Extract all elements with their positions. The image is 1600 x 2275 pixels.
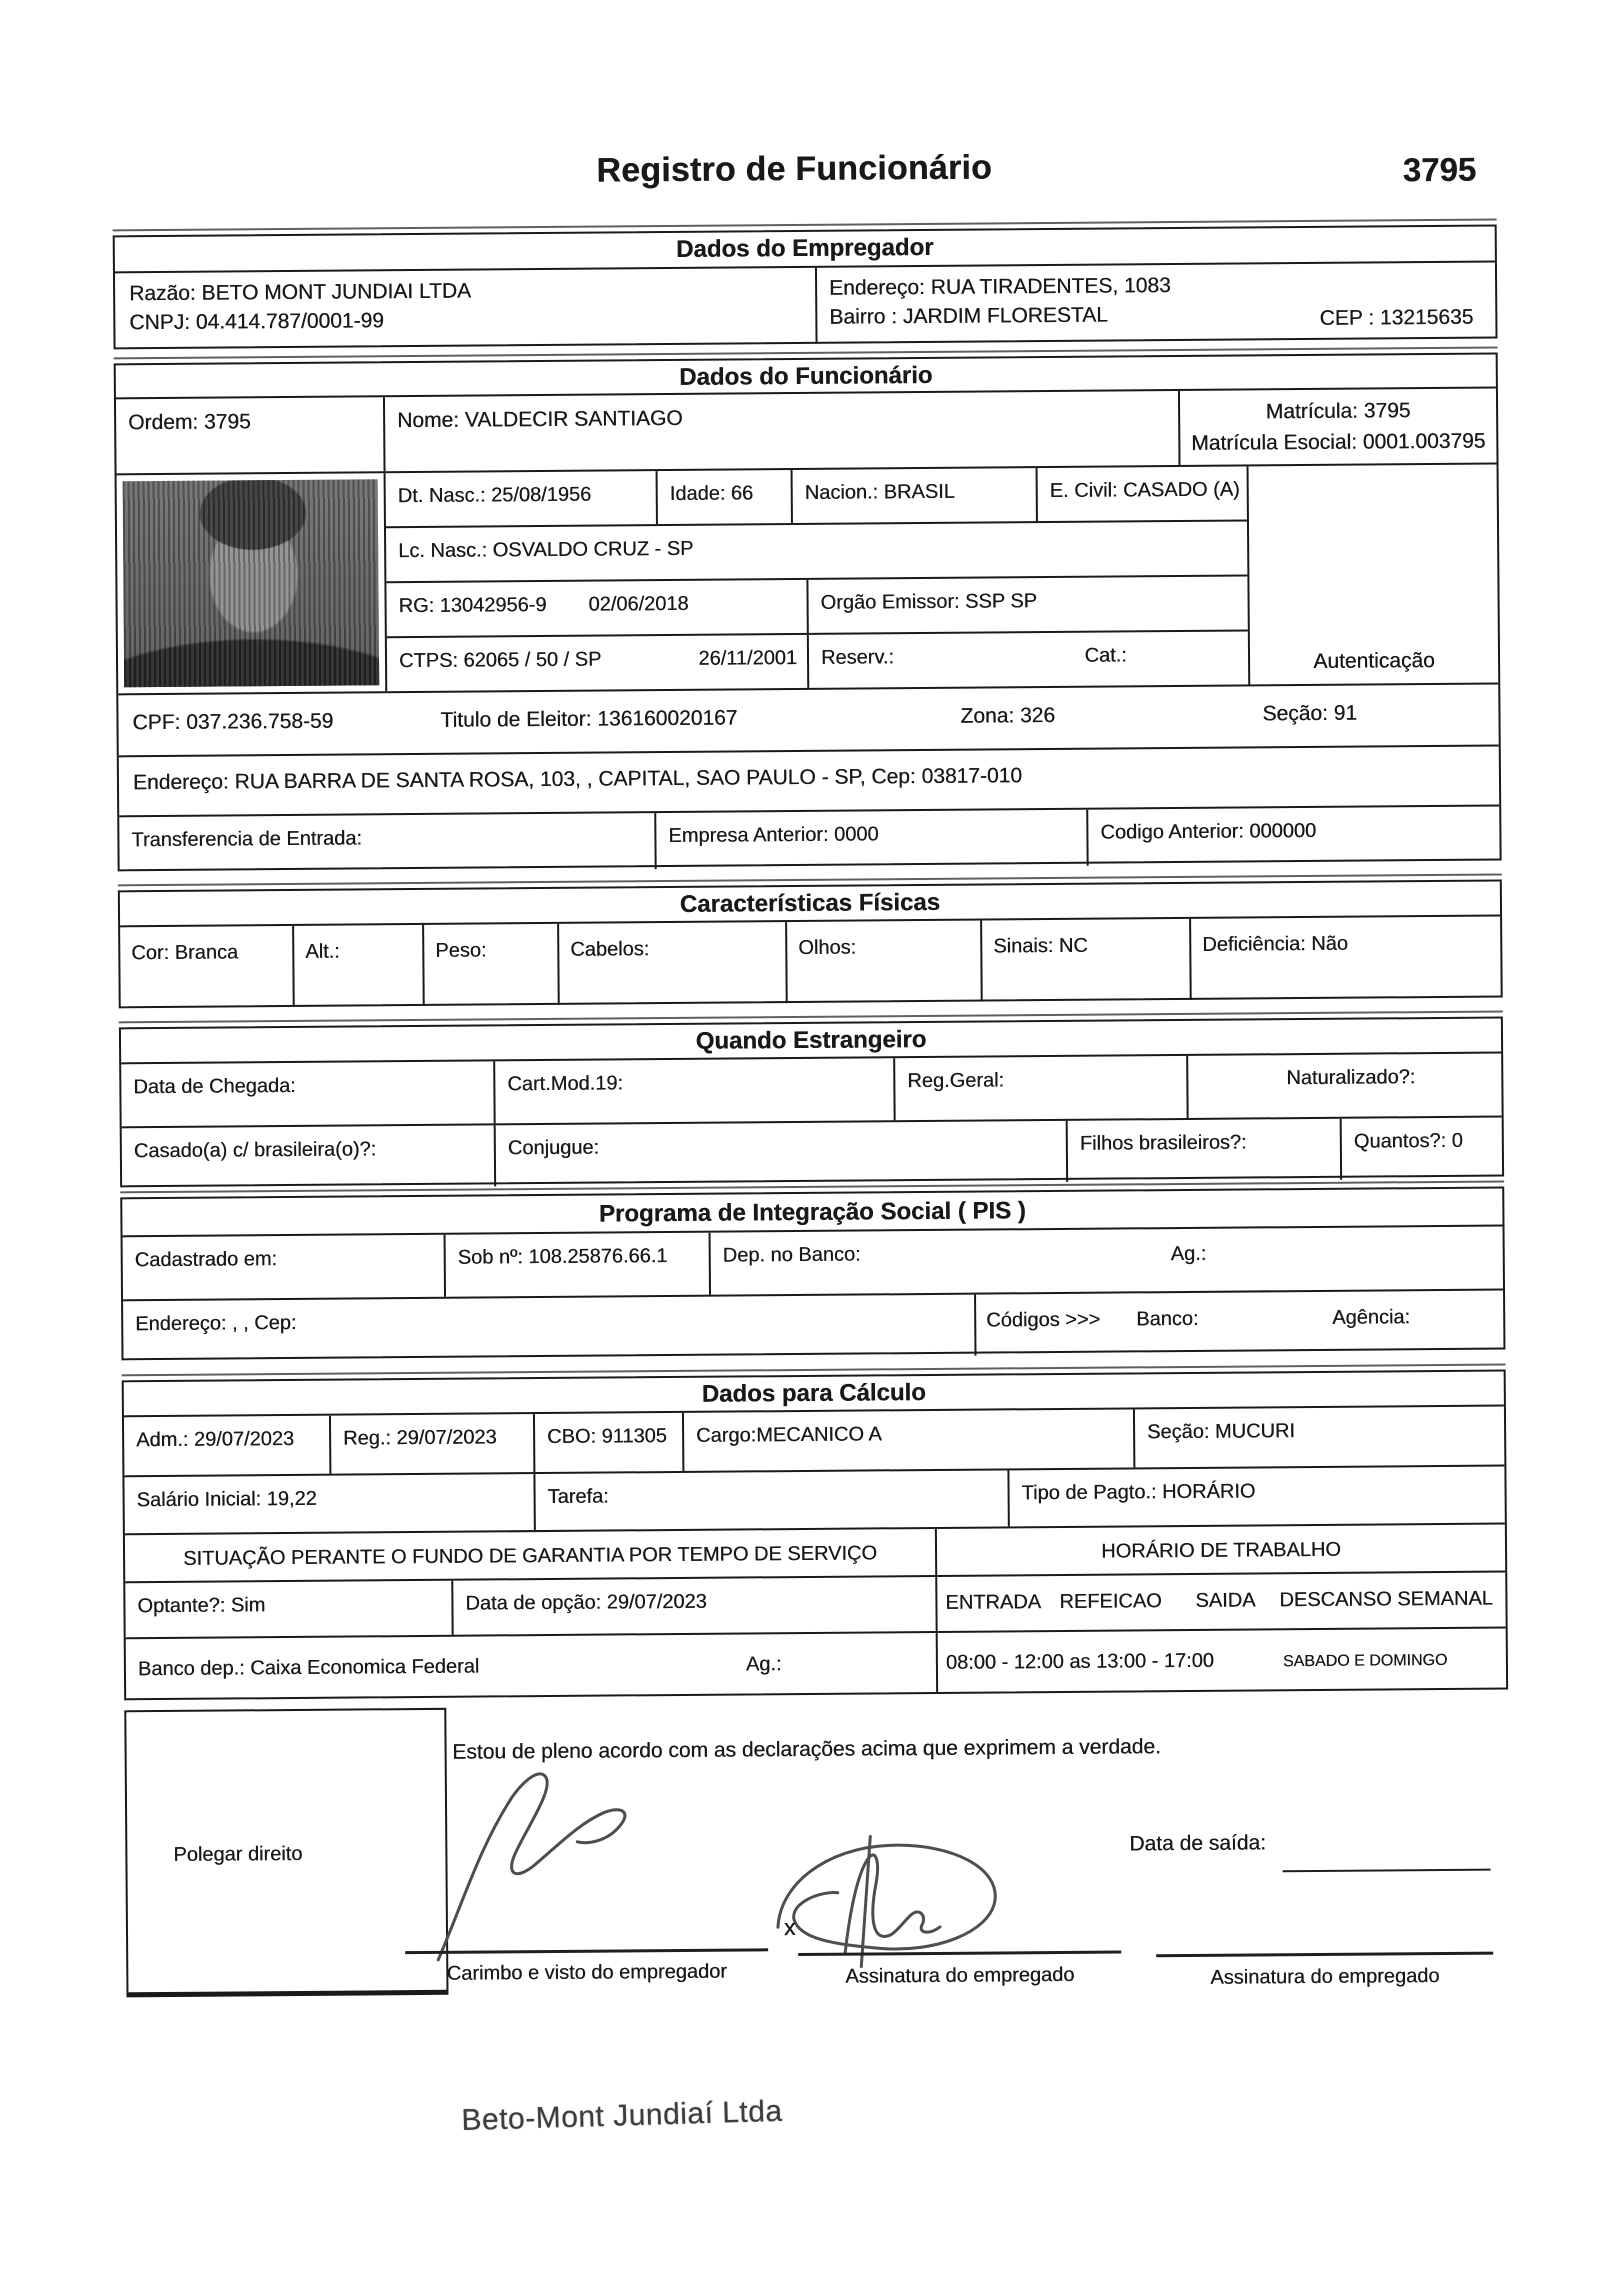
- empregador-body: [115, 263, 1496, 350]
- field-rg: RG: 13042956-9: [398, 593, 547, 618]
- field-dt-nasc: Dt. Nasc.: 25/08/1956: [397, 483, 592, 508]
- empregador-right-cell: [815, 263, 1496, 344]
- field-secao-calculo: Seção: MUCURI: [1133, 1406, 1504, 1467]
- row-endereco-funcionario: [119, 745, 1499, 816]
- fgts-block: [125, 1529, 938, 1700]
- carimbo-label: Carimbo e visto do empregador: [446, 1960, 727, 1985]
- field-codigo-anterior: Codigo Anterior: 000000: [1086, 807, 1499, 866]
- declaracao-text: Estou de pleno acordo com as declarações acima que exprimem a verdade.: [452, 1735, 1161, 1764]
- horario-block: [937, 1524, 1506, 1693]
- field-e-civil: E. Civil: CASADO (A): [1036, 466, 1247, 521]
- fgts-horario-block: [125, 1522, 1506, 1700]
- col-saida: SAIDA: [1195, 1589, 1256, 1612]
- empregador-left-cell: [115, 268, 816, 349]
- company-stamp: Beto-Mont Jundiaí Ltda: [461, 2094, 784, 2138]
- row-horario-cols: [937, 1570, 1505, 1631]
- field-matricula: Matrícula: 3795: [1265, 399, 1411, 424]
- section-title-empregador: Dados do Empregador: [115, 227, 1495, 274]
- field-idade: Idade: 66: [656, 470, 791, 524]
- field-tipo-pagto: Tipo de Pagto.: HORÁRIO: [1007, 1466, 1504, 1526]
- field-razao: Razão: BETO MONT JUNDIAI LTDA: [129, 279, 472, 306]
- row-nascimento: [386, 466, 1247, 528]
- field-cbo: CBO: 911305: [533, 1413, 682, 1472]
- field-pis-endereco: Endereço: , , Cep:: [135, 1311, 297, 1336]
- section-title-calculo: Dados para Cálculo: [124, 1371, 1504, 1417]
- field-salario: Salário Inicial: 19,22: [136, 1487, 317, 1512]
- field-nome: Nome: VALDECIR SANTIAGO: [383, 391, 1179, 471]
- field-agencia: Agência:: [1332, 1306, 1411, 1329]
- horario-title: HORÁRIO DE TRABALHO: [1101, 1538, 1341, 1563]
- field-endereco-funcionario: Endereço: RUA BARRA DE SANTA ROSA, 103, , CAPITAL, SAO PAULO - SP, Cep: 03817-010: [132, 764, 1023, 795]
- row-horario-valores: [938, 1626, 1506, 1694]
- section-title-fisicas: Características Físicas: [120, 882, 1500, 928]
- pis-row-1: [123, 1226, 1503, 1299]
- photo-cell: [117, 473, 386, 693]
- ctps-cell: [387, 635, 807, 691]
- autenticacao-box: [1247, 465, 1499, 685]
- field-ordem: Ordem: 3795: [128, 410, 251, 435]
- document-number: 3795: [1402, 150, 1477, 189]
- field-horario-valor: 08:00 - 12:00 as 13:00 - 17:00: [945, 1649, 1214, 1674]
- col-refeicao: REFEICAO: [1059, 1589, 1162, 1613]
- field-cep: CEP : 13215635: [1319, 305, 1474, 330]
- field-adm: Adm.: 29/07/2023: [136, 1427, 295, 1452]
- field-matricula-esocial: Matrícula Esocial: 0001.003795: [1191, 429, 1486, 455]
- row-cpf-eleitor: [118, 683, 1498, 756]
- calculo-row-2: [124, 1464, 1504, 1533]
- field-banco-dep: Banco dep.: Caixa Economica Federal: [137, 1655, 480, 1680]
- col-descanso: DESCANSO SEMANAL: [1279, 1587, 1493, 1611]
- field-olhos: Olhos:: [785, 921, 981, 1004]
- funcionario-detail-rows: [384, 466, 1249, 691]
- row-ordem-nome-matricula: [116, 389, 1497, 474]
- field-sob-no: Sob nº: 108.25876.66.1: [444, 1233, 709, 1297]
- field-naturalizado: Naturalizado?:: [1186, 1053, 1501, 1117]
- field-ctps: CTPS: 62065 / 50 / SP: [398, 648, 602, 673]
- autenticacao-label: Autenticação: [1313, 649, 1435, 673]
- employee-signature: [749, 1829, 1020, 1971]
- field-tarefa: Tarefa:: [533, 1470, 1007, 1530]
- field-empresa-anterior: Empresa Anterior: 0000: [654, 810, 1086, 869]
- col-entrada: ENTRADA: [945, 1590, 1042, 1614]
- section-caracteristicas-fisicas: [118, 879, 1503, 1008]
- field-casado-brasileira: Casado(a) c/ brasileira(o)?:: [133, 1138, 377, 1163]
- row-ctps: [387, 631, 1248, 691]
- field-filhos-brasileiros: Filhos brasileiros?:: [1066, 1119, 1340, 1182]
- field-data-chegada: Data de Chegada:: [133, 1074, 296, 1099]
- section-pis: [120, 1186, 1505, 1360]
- field-reg-geral: Reg.Geral:: [893, 1056, 1186, 1120]
- dep-banco-cell: [709, 1226, 1503, 1294]
- field-quantos: Quantos?: 0: [1340, 1117, 1502, 1179]
- field-deficiencia: Deficiência: Não: [1189, 917, 1501, 1000]
- field-sinais: Sinais: NC: [980, 919, 1190, 1002]
- field-banco-ag: Ag.:: [745, 1652, 782, 1676]
- field-nacion: Nacion.: BRASIL: [791, 468, 1036, 523]
- field-cadastrado-em: Cadastrado em:: [134, 1248, 278, 1272]
- section-dados-calculo: [122, 1369, 1508, 1700]
- section-quando-estrangeiro: [119, 1016, 1504, 1187]
- field-lc-nasc: Lc. Nasc.: OSVALDO CRUZ - SP: [398, 537, 694, 563]
- row-lc-nasc: [386, 521, 1247, 583]
- field-pis-ag: Ag.:: [1170, 1242, 1207, 1266]
- assinatura-label-2: Assinatura do empregado: [1210, 1965, 1440, 1989]
- field-codigos: Códigos >>>: [986, 1308, 1101, 1332]
- field-endereco-empregador: Endereço: RUA TIRADENTES, 1083: [829, 274, 1171, 300]
- section-title-funcionario: Dados do Funcionário: [116, 355, 1496, 400]
- row-banco-dep: [126, 1631, 936, 1701]
- field-dep-banco: Dep. no Banco:: [722, 1243, 861, 1267]
- field-rg-data: 02/06/2018: [588, 592, 689, 616]
- field-zona: Zona: 326: [960, 703, 1056, 728]
- reserv-cat-cell: [807, 631, 1248, 687]
- field-transferencia: Transferencia de Entrada:: [131, 827, 363, 852]
- pis-row-2: [123, 1288, 1503, 1362]
- field-cor: Cor: Branca: [131, 941, 239, 965]
- field-banco: Banco:: [1136, 1307, 1199, 1331]
- polegar-label: Polegar direito: [173, 1842, 303, 1866]
- section-dados-empregador: [113, 225, 1498, 350]
- assinatura-label-1: Assinatura do empregado: [845, 1963, 1075, 1988]
- field-cnpj: CNPJ: 04.414.787/0001-99: [129, 309, 384, 335]
- fisicas-row: [120, 917, 1501, 1009]
- field-descanso: SABADO E DOMINGO: [1282, 1651, 1448, 1671]
- field-cat: Cat.:: [1084, 644, 1127, 667]
- bairro-cep-row: [829, 298, 1495, 332]
- fgts-title: SITUAÇÃO PERANTE O FUNDO DE GARANTIA POR TEMPO DE SERVIÇO: [183, 1542, 878, 1570]
- codigos-cell: [974, 1290, 1503, 1355]
- field-titulo-eleitor: Titulo de Eleitor: 136160020167: [440, 706, 738, 732]
- field-bairro: Bairro : JARDIM FLORESTAL: [829, 303, 1108, 329]
- data-saida-label: Data de saída:: [1129, 1831, 1267, 1856]
- field-peso: Peso:: [422, 924, 558, 1006]
- row-transferencia: [119, 805, 1499, 874]
- signature-x-mark: x: [783, 1914, 796, 1941]
- funcionario-middle-block: [117, 463, 1499, 694]
- field-cargo: Cargo:MECANICO A: [682, 1409, 1133, 1471]
- field-orgao-emissor: Orgão Emissor: SSP SP: [806, 576, 1247, 632]
- field-cart-mod: Cart.Mod.19:: [493, 1058, 893, 1123]
- field-cabelos: Cabelos:: [557, 922, 786, 1005]
- page-title: Registro de Funcionário: [596, 148, 993, 190]
- field-alt: Alt.:: [292, 925, 423, 1007]
- section-title-estrangeiro: Quando Estrangeiro: [121, 1018, 1501, 1064]
- employee-photo: [123, 479, 380, 687]
- row-optante: [125, 1574, 935, 1637]
- section-title-pis: Programa de Integração Social ( PIS ): [122, 1188, 1502, 1237]
- section-dados-funcionario: [114, 353, 1502, 872]
- row-rg: [386, 576, 1247, 638]
- field-conjugue: Conjugue:: [494, 1121, 1066, 1186]
- field-ctps-data: 26/11/2001: [698, 647, 798, 670]
- data-saida-line: [1283, 1869, 1491, 1873]
- matricula-cell: [1178, 389, 1497, 465]
- field-reserv: Reserv.:: [820, 646, 895, 669]
- rg-cell: [386, 580, 806, 636]
- employer-signature: [407, 1751, 669, 1963]
- field-data-opcao: Data de opção: 29/07/2023: [451, 1576, 935, 1634]
- assinatura-line-2: [1156, 1952, 1493, 1958]
- calculo-row-1: [124, 1406, 1504, 1475]
- estrangeiro-row-1: [121, 1053, 1501, 1126]
- field-cpf: CPF: 037.236.758-59: [132, 709, 334, 735]
- field-secao: Seção: 91: [1262, 701, 1358, 726]
- estrangeiro-row-2: [122, 1115, 1502, 1189]
- field-optante: Optante?: Sim: [137, 1593, 266, 1617]
- field-reg: Reg.: 29/07/2023: [329, 1414, 533, 1474]
